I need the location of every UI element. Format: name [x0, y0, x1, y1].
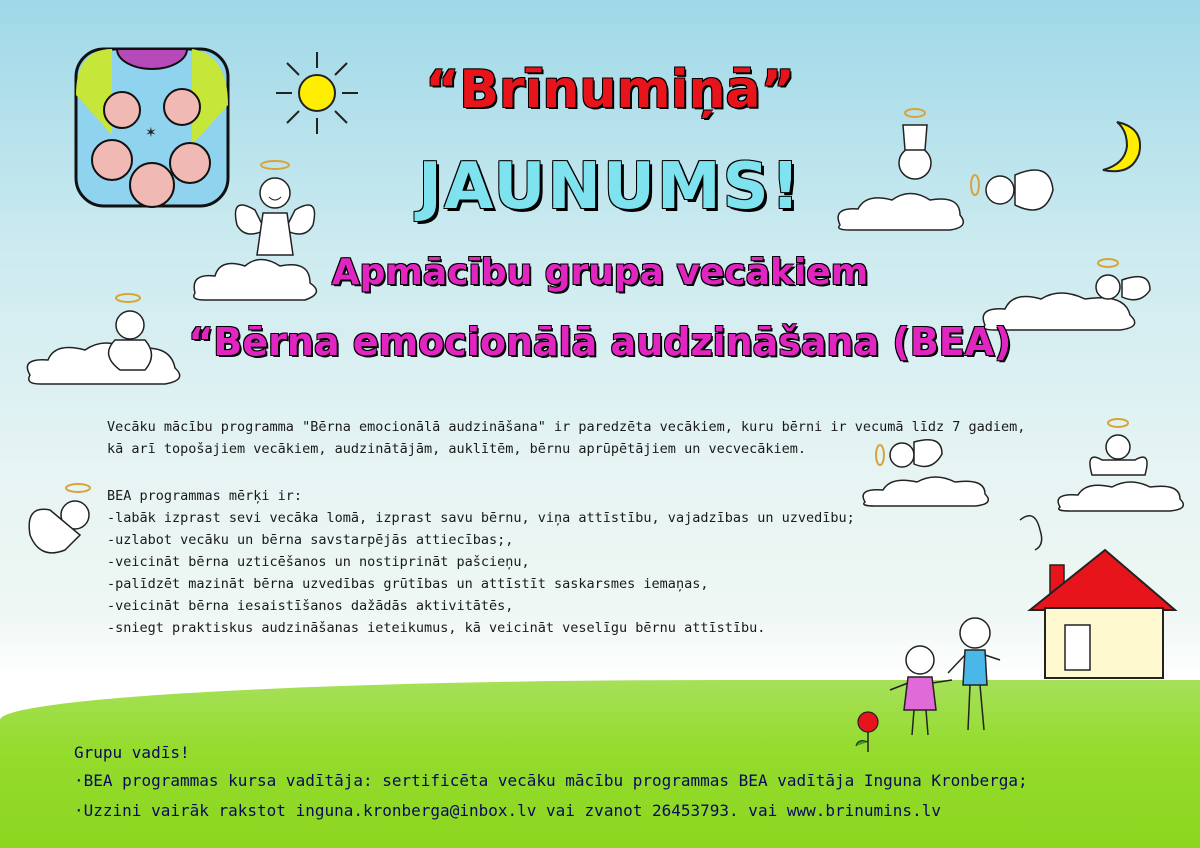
subtitle: Apmācību grupa vecākiem: [331, 252, 869, 293]
list-item: -uzlabot vecāku un bērna savstarpējās attiecības;,: [107, 532, 514, 548]
contact-info: [74, 798, 941, 824]
intro-line: kā arī topošajiem vecākiem, audzinātājām, auklītēm, bērnu aprūpētājiem un vecvecākiem.: [107, 441, 806, 457]
bullet: ·: [74, 801, 84, 820]
leader-text: BEA programmas kursa vadītāja: sertificēta vecāku mācību programmas BEA vadītāja Inguna Kronberga;: [83, 771, 1028, 790]
list-item: -palīdzēt mazināt bērna uzvedības grūtības un attīstīt saskarsmes iemaņas,: [107, 576, 709, 592]
house-icon: [1010, 510, 1185, 685]
leaders-heading: Grupu vadīs!: [74, 743, 190, 762]
list-item: -labāk izprast sevi vecāka lomā, izprast savu bērnu, viņa attīstību, vajadzības un uzvedību;: [107, 510, 855, 526]
svg-text:✶: ✶: [145, 125, 157, 141]
list-item: -veicināt bērna uzticēšanos un nostiprināt pašcieņu,: [107, 554, 530, 570]
intro-line: Vecāku mācību programma "Bērna emocionālā audzināšana" ir paredzēta vecākiem, kuru bērni ir vecumā līdz 7 gadiem,: [107, 419, 1026, 435]
contact-text: Uzzini vairāk rakstot inguna.kronberga@inbox.lv vai zvanot 26453793. vai www.brinumins.lv: [83, 801, 941, 820]
bullet: ·: [74, 771, 84, 790]
leader-info: [74, 768, 1028, 794]
list-item: -sniegt praktiskus audzināšanas ieteikumus, kā veicināt veselīgu bērnu attīstību.: [107, 620, 766, 636]
angel-icon: [20, 480, 110, 570]
goals-list: [107, 507, 855, 639]
brand-title: “Brīnumiņā”: [425, 60, 795, 120]
list-item: -veicināt bērna iesaistīšanos dažādās aktivitātēs,: [107, 598, 514, 614]
flower-icon: [848, 708, 888, 753]
children-figures-icon: [880, 605, 1010, 745]
news-headline: JAUNUMS!: [418, 150, 802, 224]
goals-heading: BEA programmas mērķi ir:: [107, 488, 303, 504]
intro-paragraph: [107, 416, 1107, 460]
program-title: “Bērna emocionālā audzināšana (BEA): [188, 320, 1012, 364]
